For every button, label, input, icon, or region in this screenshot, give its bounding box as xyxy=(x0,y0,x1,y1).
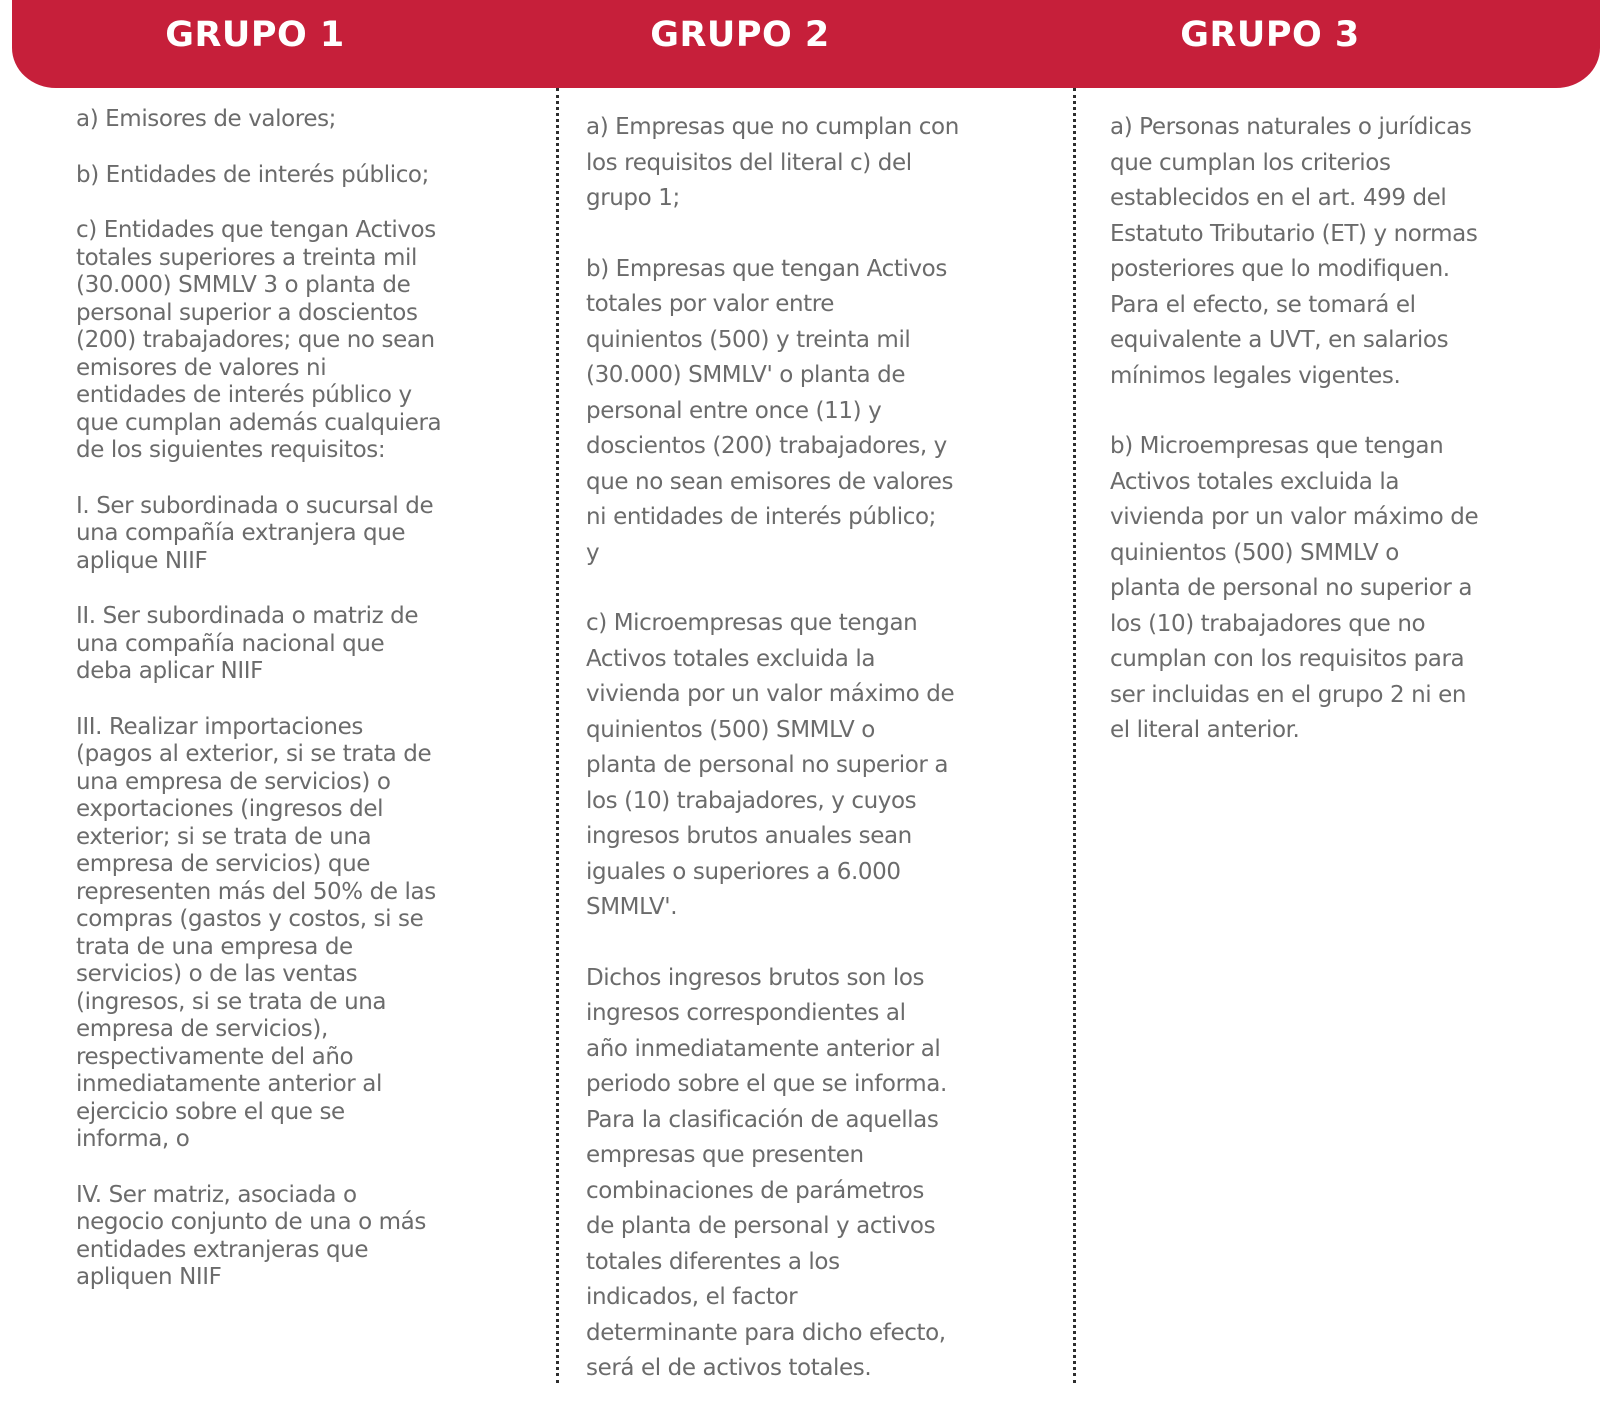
group1-item-iii: III. Realizar importaciones (pagos al exterior, si se trata de una empresa de servicios) o exportaciones (ingresos del exterior; si se trata de una empresa de servicios) que representen más del 50% de las compras (gastos y costos, si se trata de una empresa de servicios) o de las ventas (ingresos, si se trata de una empresa de servicios), respectivamente del año inmediatamente anterior al ejercicio sobre el que se informa, o xyxy=(76,713,436,1152)
column-divider-2 xyxy=(1073,88,1076,1383)
group2-item-c: c) Microempresas que tengan Activos totales excluida la vivienda por un valor máximo de quinientos (500) SMMLV o planta de personal no superior a los (10) trabajadores, y cuyos ingresos brutos anuales sean iguales o superiores a 6.000 SMMLV'. xyxy=(586,610,955,920)
group2-item-b: b) Empresas que tengan Activos totales por valor entre quinientos (500) y treinta mil (30.000) SMMLV' o planta de personal entre once (11) y doscientos (200) trabajadores, y que no sean emisores de valores ni entidades de interés público; y xyxy=(586,255,954,566)
group1-column xyxy=(76,106,546,1320)
group2-column xyxy=(586,110,1056,1422)
group1-item-c: c) Entidades que tengan Activos totales superiores a treinta mil (30.000) SMMLV 3 o planta de personal superior a doscientos (200) trabajadores; que no sean emisores de valores ni entidades de interés público y que cumplan además cualquiera de los siguientes requisitos: xyxy=(76,217,442,463)
group1-item-b: b) Entidades de interés público; xyxy=(76,161,429,188)
column-divider-1 xyxy=(556,88,559,1383)
group1-item-ii: II. Ser subordinada o matriz de una compañía nacional que deba aplicar NIIF xyxy=(76,603,419,684)
group1-item-a: a) Emisores de valores; xyxy=(76,106,337,132)
group1-item-iv: IV. Ser matriz, asociada o negocio conjunto de una o más entidades extranjeras que apliquen NIIF xyxy=(76,1181,426,1290)
group3-column xyxy=(1110,110,1595,784)
group1-title: GRUPO 1 xyxy=(165,15,345,55)
group3-item-b: b) Microempresas que tengan Activos totales excluida la vivienda por un valor máximo de quinientos (500) SMMLV o planta de personal no superior a los (10) trabajadores que no cumplan con los requisitos para ser incluidas en el grupo 2 ni en el literal anterior. xyxy=(1110,433,1479,743)
group1-item-i: I. Ser subordinada o sucursal de una compañía extranjera que aplique NIIF xyxy=(76,492,434,574)
group2-item-a: a) Empresas que no cumplan con los requisitos del literal c) del grupo 1; xyxy=(586,114,959,211)
group2-title: GRUPO 2 xyxy=(650,15,830,55)
group3-title: GRUPO 3 xyxy=(1180,15,1360,55)
group2-note: Dichos ingresos brutos son los ingresos correspondientes al año inmediatamente anterior al periodo sobre el que se informa. Para la clasificación de aquellas empresas que presenten combinaciones de parámetros de planta de personal y activos totales diferentes a los indicados, el factor determinante para dicho efecto, será el de activos totales. xyxy=(586,964,947,1381)
group3-item-a: a) Personas naturales o jurídicas que cumplan los criterios establecidos en el art. 499 del Estatuto Tributario (ET) y normas posteriores que lo modifiquen. Para el efecto, se tomará el equivalente a UVT, en salarios mínimos legales vigentes. xyxy=(1110,114,1478,389)
